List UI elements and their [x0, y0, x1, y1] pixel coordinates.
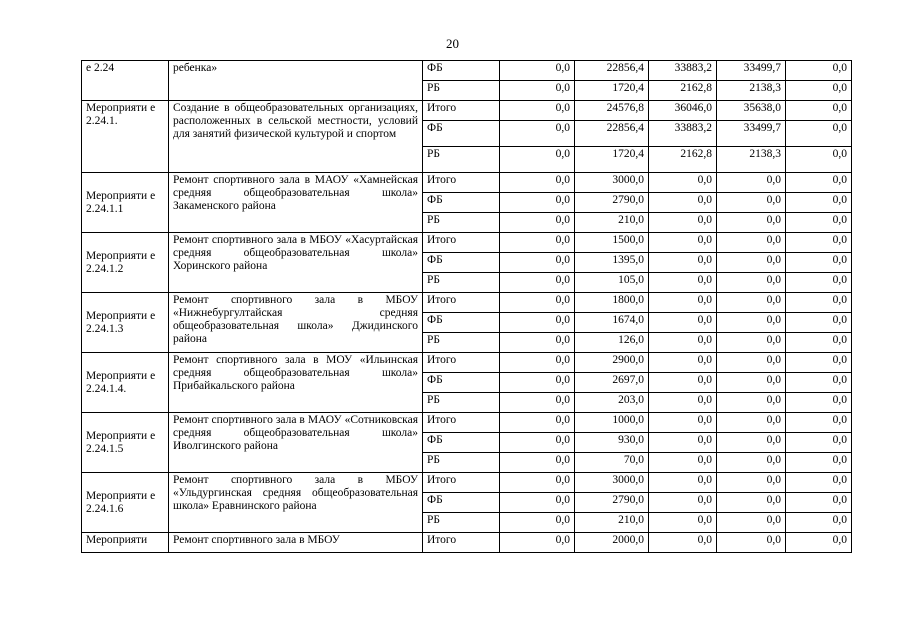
amount-cell: 0,0: [786, 253, 852, 273]
amount-cell: 0,0: [500, 513, 575, 533]
funding-source: ФБ: [423, 373, 500, 393]
amount-cell: 2790,0: [575, 493, 649, 513]
funding-source: РБ: [423, 147, 500, 173]
amount-cell: 0,0: [649, 373, 717, 393]
funding-source: ФБ: [423, 313, 500, 333]
amount-cell: 2900,0: [575, 353, 649, 373]
amount-cell: 0,0: [786, 81, 852, 101]
amount-cell: 0,0: [717, 373, 786, 393]
amount-cell: 0,0: [786, 193, 852, 213]
funding-source: РБ: [423, 81, 500, 101]
amount-cell: 70,0: [575, 453, 649, 473]
measure-code: Мероприяти е 2.24.1.6: [82, 473, 169, 533]
amount-cell: 1720,4: [575, 81, 649, 101]
funding-source: ФБ: [423, 433, 500, 453]
amount-cell: 2138,3: [717, 147, 786, 173]
measure-description: ребенка»: [169, 61, 423, 101]
amount-cell: 3000,0: [575, 173, 649, 193]
amount-cell: 2790,0: [575, 193, 649, 213]
amount-cell: 0,0: [649, 493, 717, 513]
amount-cell: 0,0: [649, 513, 717, 533]
funding-source: ФБ: [423, 493, 500, 513]
funding-source: Итого: [423, 173, 500, 193]
measure-code: Мероприяти е 2.24.1.4.: [82, 353, 169, 413]
amount-cell: 210,0: [575, 213, 649, 233]
amount-cell: 2697,0: [575, 373, 649, 393]
measure-description: Ремонт спортивного зала в МБОУ: [169, 533, 423, 553]
amount-cell: 0,0: [649, 193, 717, 213]
amount-cell: 0,0: [717, 313, 786, 333]
amount-cell: 203,0: [575, 393, 649, 413]
amount-cell: 0,0: [500, 493, 575, 513]
amount-cell: 0,0: [500, 173, 575, 193]
funding-source: ФБ: [423, 253, 500, 273]
funding-source: Итого: [423, 413, 500, 433]
amount-cell: 3000,0: [575, 473, 649, 493]
measure-description: Ремонт спортивного зала в МАОУ «Сотниковская средняя общеобразовательная школа» Иволгинского района: [169, 413, 423, 473]
amount-cell: 0,0: [786, 121, 852, 147]
amount-cell: 0,0: [649, 473, 717, 493]
measure-description: Создание в общеобразовательных организациях, расположенных в сельской местности, условий для занятий физической культурой и спортом: [169, 101, 423, 173]
measure-description: Ремонт спортивного зала в МОУ «Ильинская средняя общеобразовательная школа» Прибайкальского района: [169, 353, 423, 413]
amount-cell: 22856,4: [575, 121, 649, 147]
amount-cell: 0,0: [717, 533, 786, 553]
amount-cell: 0,0: [717, 453, 786, 473]
amount-cell: 0,0: [500, 313, 575, 333]
funding-source: Итого: [423, 473, 500, 493]
amount-cell: 0,0: [717, 393, 786, 413]
table-row: [82, 173, 852, 193]
amount-cell: 210,0: [575, 513, 649, 533]
amount-cell: 0,0: [786, 147, 852, 173]
amount-cell: 0,0: [786, 173, 852, 193]
amount-cell: 1000,0: [575, 413, 649, 433]
table-row: [82, 473, 852, 493]
amount-cell: 0,0: [500, 101, 575, 121]
amount-cell: 0,0: [786, 213, 852, 233]
amount-cell: 0,0: [717, 433, 786, 453]
amount-cell: 0,0: [717, 233, 786, 253]
measure-description: Ремонт спортивного зала в МБОУ «Ульдургинская средняя общеобразовательная школа» Еравнинского района: [169, 473, 423, 533]
amount-cell: 0,0: [717, 353, 786, 373]
amount-cell: 0,0: [649, 233, 717, 253]
budget-table: [81, 60, 852, 553]
amount-cell: 0,0: [786, 61, 852, 81]
amount-cell: 0,0: [500, 233, 575, 253]
amount-cell: 2162,8: [649, 147, 717, 173]
table-row: [82, 101, 852, 121]
amount-cell: 0,0: [500, 253, 575, 273]
amount-cell: 0,0: [500, 413, 575, 433]
amount-cell: 0,0: [786, 433, 852, 453]
table-row: [82, 61, 852, 81]
amount-cell: 0,0: [717, 513, 786, 533]
amount-cell: 0,0: [786, 493, 852, 513]
funding-source: Итого: [423, 533, 500, 553]
amount-cell: 0,0: [500, 273, 575, 293]
funding-source: Итого: [423, 353, 500, 373]
amount-cell: 1674,0: [575, 313, 649, 333]
amount-cell: 0,0: [500, 393, 575, 413]
amount-cell: 0,0: [717, 173, 786, 193]
amount-cell: 0,0: [717, 493, 786, 513]
amount-cell: 0,0: [649, 433, 717, 453]
measure-code: е 2.24: [82, 61, 169, 101]
amount-cell: 0,0: [717, 193, 786, 213]
table-row: [82, 353, 852, 373]
amount-cell: 0,0: [649, 253, 717, 273]
amount-cell: 0,0: [500, 373, 575, 393]
amount-cell: 0,0: [649, 213, 717, 233]
amount-cell: 1720,4: [575, 147, 649, 173]
amount-cell: 0,0: [717, 293, 786, 313]
measure-code: Мероприяти: [82, 533, 169, 553]
amount-cell: 2000,0: [575, 533, 649, 553]
amount-cell: 36046,0: [649, 101, 717, 121]
amount-cell: 0,0: [786, 413, 852, 433]
amount-cell: 0,0: [786, 233, 852, 253]
amount-cell: 33499,7: [717, 61, 786, 81]
measure-code: Мероприяти е 2.24.1.3: [82, 293, 169, 353]
amount-cell: 0,0: [717, 413, 786, 433]
funding-source: РБ: [423, 333, 500, 353]
amount-cell: 0,0: [786, 473, 852, 493]
measure-code: Мероприяти е 2.24.1.5: [82, 413, 169, 473]
amount-cell: 0,0: [786, 333, 852, 353]
amount-cell: 1800,0: [575, 293, 649, 313]
table-row: [82, 293, 852, 313]
amount-cell: 0,0: [500, 121, 575, 147]
amount-cell: 126,0: [575, 333, 649, 353]
funding-source: РБ: [423, 393, 500, 413]
amount-cell: 105,0: [575, 273, 649, 293]
measure-code: Мероприяти е 2.24.1.2: [82, 233, 169, 293]
amount-cell: 0,0: [649, 393, 717, 413]
measure-description: Ремонт спортивного зала в МБОУ «Хасуртайская средняя общеобразовательная школа» Хоринского района: [169, 233, 423, 293]
amount-cell: 0,0: [500, 81, 575, 101]
funding-source: ФБ: [423, 193, 500, 213]
amount-cell: 33499,7: [717, 121, 786, 147]
amount-cell: 33883,2: [649, 61, 717, 81]
amount-cell: 0,0: [649, 313, 717, 333]
measure-description: Ремонт спортивного зала в МБОУ «Нижнебургултайская средняя общеобразовательная школа» Джидинского района: [169, 293, 423, 353]
amount-cell: 0,0: [717, 473, 786, 493]
funding-source: РБ: [423, 513, 500, 533]
amount-cell: 0,0: [786, 373, 852, 393]
table-row: [82, 233, 852, 253]
amount-cell: 22856,4: [575, 61, 649, 81]
amount-cell: 0,0: [786, 533, 852, 553]
measure-description: Ремонт спортивного зала в МАОУ «Хамнейская средняя общеобразовательная школа» Закаменского района: [169, 173, 423, 233]
amount-cell: 0,0: [786, 353, 852, 373]
measure-code: Мероприяти е 2.24.1.: [82, 101, 169, 173]
amount-cell: 0,0: [500, 533, 575, 553]
funding-source: Итого: [423, 233, 500, 253]
table-row: [82, 533, 852, 553]
amount-cell: 0,0: [500, 61, 575, 81]
amount-cell: 24576,8: [575, 101, 649, 121]
table-row: [82, 413, 852, 433]
measure-code: Мероприяти е 2.24.1.1: [82, 173, 169, 233]
funding-source: РБ: [423, 213, 500, 233]
funding-source: Итого: [423, 101, 500, 121]
amount-cell: 2162,8: [649, 81, 717, 101]
amount-cell: 930,0: [575, 433, 649, 453]
amount-cell: 0,0: [717, 273, 786, 293]
amount-cell: 0,0: [500, 147, 575, 173]
amount-cell: 0,0: [649, 533, 717, 553]
funding-source: РБ: [423, 273, 500, 293]
amount-cell: 0,0: [786, 101, 852, 121]
funding-source: ФБ: [423, 61, 500, 81]
amount-cell: 0,0: [649, 453, 717, 473]
amount-cell: 0,0: [500, 293, 575, 313]
amount-cell: 0,0: [717, 333, 786, 353]
amount-cell: 0,0: [717, 253, 786, 273]
amount-cell: 35638,0: [717, 101, 786, 121]
amount-cell: 0,0: [786, 513, 852, 533]
amount-cell: 0,0: [786, 293, 852, 313]
amount-cell: 0,0: [500, 433, 575, 453]
budget-table-body: [82, 61, 852, 553]
amount-cell: 0,0: [500, 353, 575, 373]
amount-cell: 0,0: [649, 293, 717, 313]
amount-cell: 0,0: [500, 473, 575, 493]
amount-cell: 0,0: [500, 333, 575, 353]
funding-source: Итого: [423, 293, 500, 313]
amount-cell: 0,0: [786, 453, 852, 473]
amount-cell: 33883,2: [649, 121, 717, 147]
amount-cell: 0,0: [786, 313, 852, 333]
amount-cell: 0,0: [500, 213, 575, 233]
amount-cell: 0,0: [649, 413, 717, 433]
funding-source: ФБ: [423, 121, 500, 147]
amount-cell: 1395,0: [575, 253, 649, 273]
amount-cell: 0,0: [649, 273, 717, 293]
amount-cell: 0,0: [786, 393, 852, 413]
amount-cell: 0,0: [786, 273, 852, 293]
page-number: 20: [446, 36, 459, 51]
amount-cell: 0,0: [717, 213, 786, 233]
amount-cell: 0,0: [649, 333, 717, 353]
amount-cell: 0,0: [649, 353, 717, 373]
amount-cell: 0,0: [500, 193, 575, 213]
amount-cell: 2138,3: [717, 81, 786, 101]
amount-cell: 1500,0: [575, 233, 649, 253]
amount-cell: 0,0: [649, 173, 717, 193]
amount-cell: 0,0: [500, 453, 575, 473]
funding-source: РБ: [423, 453, 500, 473]
